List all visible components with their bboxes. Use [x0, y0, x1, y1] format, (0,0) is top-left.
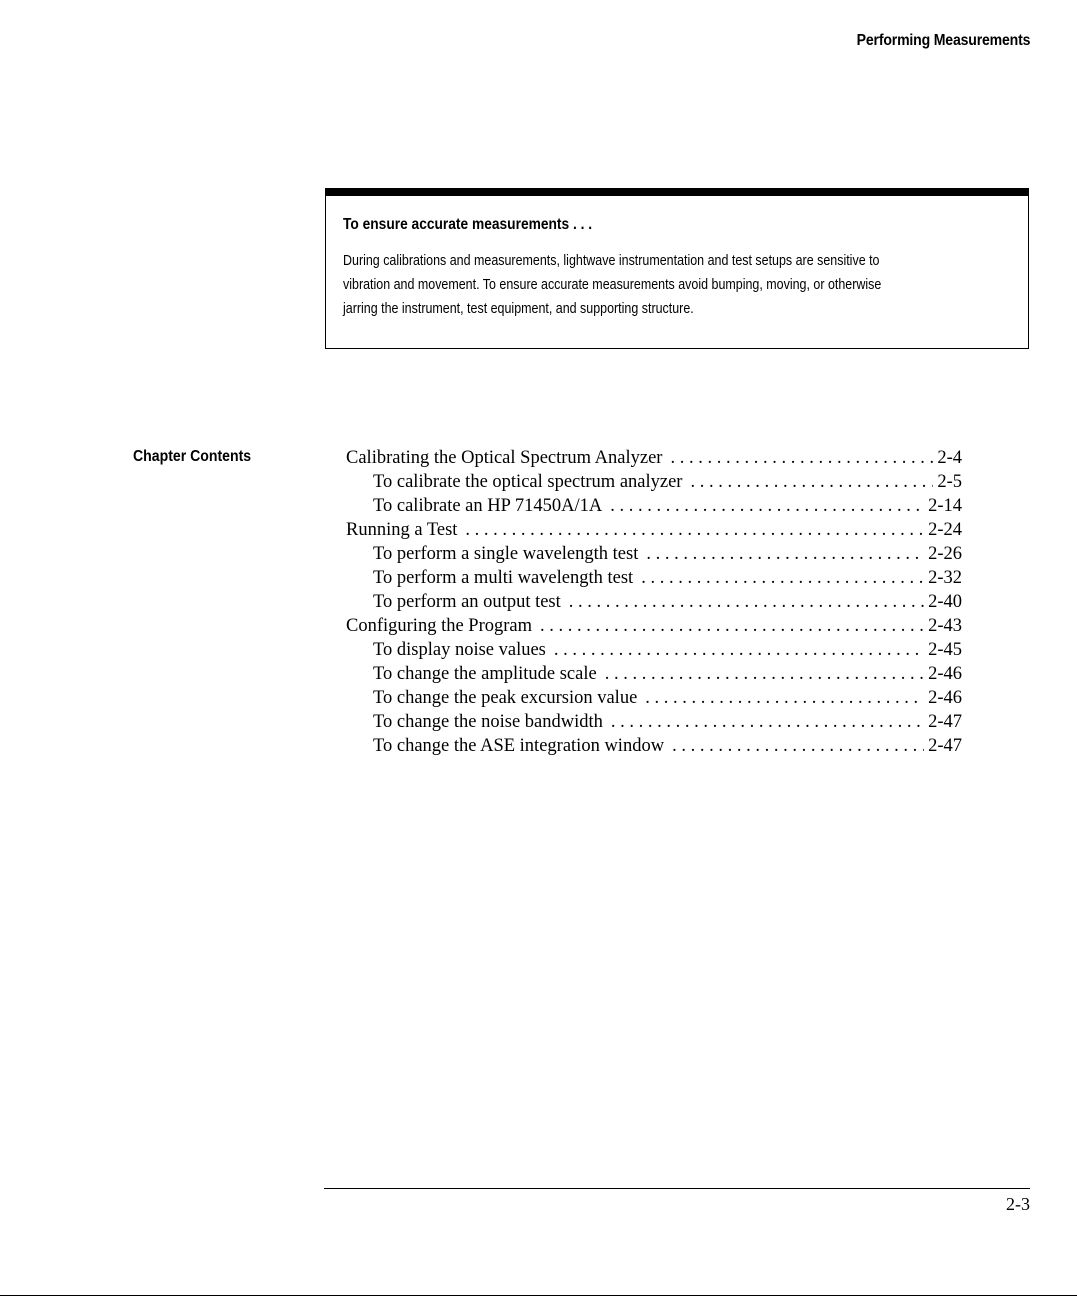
- toc-dot-leader: [672, 734, 924, 758]
- toc-page-number: 2-26: [928, 544, 962, 564]
- toc-page-number: 2-14: [928, 496, 962, 516]
- toc-page-number: 2-45: [928, 640, 962, 660]
- toc-page-number: 2-4: [937, 448, 962, 468]
- toc-entry-title: Configuring the Program: [346, 616, 533, 636]
- toc-dot-leader: [611, 710, 924, 734]
- toc-page-number: 2-47: [928, 712, 962, 732]
- toc-page-number: 2-40: [928, 592, 962, 612]
- toc-entry-title: Calibrating the Optical Spectrum Analyzer: [346, 448, 663, 468]
- toc-dot-leader: [605, 662, 924, 686]
- toc-entry-title: To change the amplitude scale: [373, 664, 597, 684]
- toc-dot-leader: [641, 566, 924, 590]
- toc-subsection-row[interactable]: [346, 710, 962, 734]
- toc-dot-leader: [540, 614, 924, 638]
- toc-subsection-row[interactable]: [346, 590, 962, 614]
- toc-page-number: 2-32: [928, 568, 962, 588]
- toc-dot-leader: [569, 590, 924, 614]
- page-bottom-edge: [0, 1295, 1077, 1296]
- toc-page-number: 2-43: [928, 616, 962, 636]
- toc-subsection-row[interactable]: [346, 566, 962, 590]
- toc-subsection-row[interactable]: [346, 542, 962, 566]
- toc-page-number: 2-47: [928, 736, 962, 756]
- toc-subsection-row[interactable]: [346, 470, 962, 494]
- table-of-contents: [346, 446, 962, 758]
- toc-page-number: 2-46: [928, 688, 962, 708]
- toc-section-row[interactable]: [346, 518, 962, 542]
- toc-page-number: 2-5: [937, 472, 962, 492]
- toc-entry-title: To calibrate the optical spectrum analyzer: [373, 472, 683, 492]
- toc-dot-leader: [646, 542, 924, 566]
- toc-entry-title: Running a Test: [346, 520, 458, 540]
- toc-subsection-row[interactable]: [346, 686, 962, 710]
- toc-entry-title: To calibrate an HP 71450A/1A: [373, 496, 603, 516]
- page-number: 2-3: [1006, 1194, 1030, 1214]
- toc-dot-leader: [670, 446, 933, 470]
- toc-entry-title: To change the peak excursion value: [373, 688, 638, 708]
- toc-dot-leader: [465, 518, 924, 542]
- toc-subsection-row[interactable]: [346, 734, 962, 758]
- note-line: vibration and movement. To ensure accurate measurements avoid bumping, moving, or otherwise: [343, 277, 882, 293]
- toc-entry-title: To perform an output test: [373, 592, 561, 612]
- toc-entry-title: To perform a multi wavelength test: [373, 568, 634, 588]
- toc-dot-leader: [610, 494, 924, 518]
- toc-entry-title: To display noise values: [373, 640, 546, 660]
- toc-page-number: 2-46: [928, 664, 962, 684]
- note-body: [343, 249, 981, 321]
- note-box: [325, 188, 1029, 349]
- toc-page-number: 2-24: [928, 520, 962, 540]
- toc-subsection-row[interactable]: [346, 494, 962, 518]
- note-line: During calibrations and measurements, lightwave instrumentation and test setups are sensitive to: [343, 253, 880, 269]
- chapter-contents-label: Chapter Contents: [133, 448, 252, 465]
- page-header-title: Performing Measurements: [856, 32, 1030, 49]
- footer-rule: [324, 1188, 1030, 1189]
- note-line: jarring the instrument, test equipment, and supporting structure.: [343, 301, 694, 317]
- toc-subsection-row[interactable]: [346, 662, 962, 686]
- toc-entry-title: To change the noise bandwidth: [373, 712, 603, 732]
- toc-entry-title: To change the ASE integration window: [373, 736, 665, 756]
- toc-dot-leader: [645, 686, 924, 710]
- note-heading: To ensure accurate measurements . . .: [343, 216, 593, 233]
- toc-entry-title: To perform a single wavelength test: [373, 544, 639, 564]
- toc-subsection-row[interactable]: [346, 638, 962, 662]
- toc-section-row[interactable]: [346, 614, 962, 638]
- toc-section-row[interactable]: [346, 446, 962, 470]
- toc-dot-leader: [554, 638, 924, 662]
- toc-dot-leader: [690, 470, 933, 494]
